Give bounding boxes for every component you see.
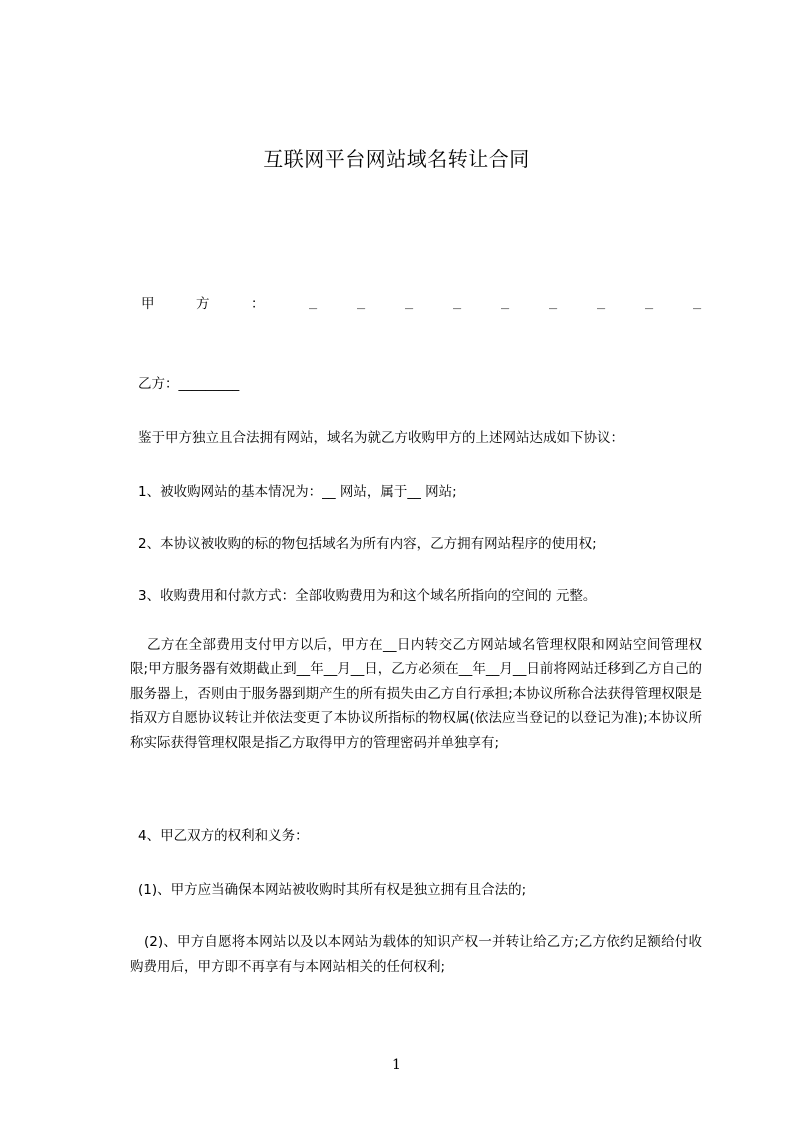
party-a-label-char: 方: [196, 296, 210, 312]
party-a-blank: _: [405, 294, 414, 310]
clause-4-item-2: (2)、甲方自愿将本网站以及以本网站为载体的知识产权一并转让给乙方;乙方依约足额给付收购费用后，甲方即不再享有与本网站相关的任何权利;: [130, 934, 702, 975]
party-b-line: 乙方：_________: [138, 376, 240, 392]
party-a-blank: _: [693, 294, 702, 310]
party-a-blank: _: [501, 294, 510, 310]
clause-4-item-1: (1)、甲方应当确保本网站被收购时其所有权是独立拥有且合法的;: [138, 882, 527, 898]
clause-2: 2、本协议被收购的标的物包括域名为所有内容，乙方拥有网站程序的使用权;: [138, 536, 597, 552]
party-a-blank: _: [645, 294, 654, 310]
party-a-blank: _: [357, 294, 366, 310]
page-number: 1: [392, 1057, 401, 1073]
party-a-label-char: 甲: [141, 296, 155, 312]
clause-3: 3、收购费用和付款方式：全部收购费用为和这个域名所指向的空间的 元整。: [138, 588, 597, 604]
document-title: 互联网平台网站域名转让合同: [263, 147, 530, 171]
clause-4: 4、甲乙双方的权利和义务：: [138, 828, 309, 844]
party-a-blank: _: [549, 294, 558, 310]
clause-1: 1、被收购网站的基本情况为：__ 网站，属于__ 网站;: [138, 484, 457, 500]
party-a-blank: _: [597, 294, 606, 310]
party-a-blank: _: [309, 294, 318, 310]
party-a-line: [138, 292, 703, 314]
party-a-colon: ：: [251, 296, 265, 312]
intro-paragraph: 鉴于甲方独立且合法拥有网站，域名为就乙方收购甲方的上述网站达成如下协议：: [138, 430, 624, 446]
clause-3-detail: 乙方在全部费用支付甲方以后，甲方在__日内转交乙方网站域名管理权限和网站空间管理权限;甲方服务器有效期截止到__年__月__日，乙方必须在__年__月__日前将网站迁移到乙方自己的服务器上，否则由于服务器到期产生的所有损失由乙方自行承担;本协议所称合法获得管理权限是指双方自愿协议转让并依法变更了本协议所指标的物权属(依法应当登记的以登记为准);本协议所称实际获得管理权限是指乙方取得甲方的管理密码并单独享有;: [130, 637, 702, 751]
party-a-blank: _: [453, 294, 462, 310]
